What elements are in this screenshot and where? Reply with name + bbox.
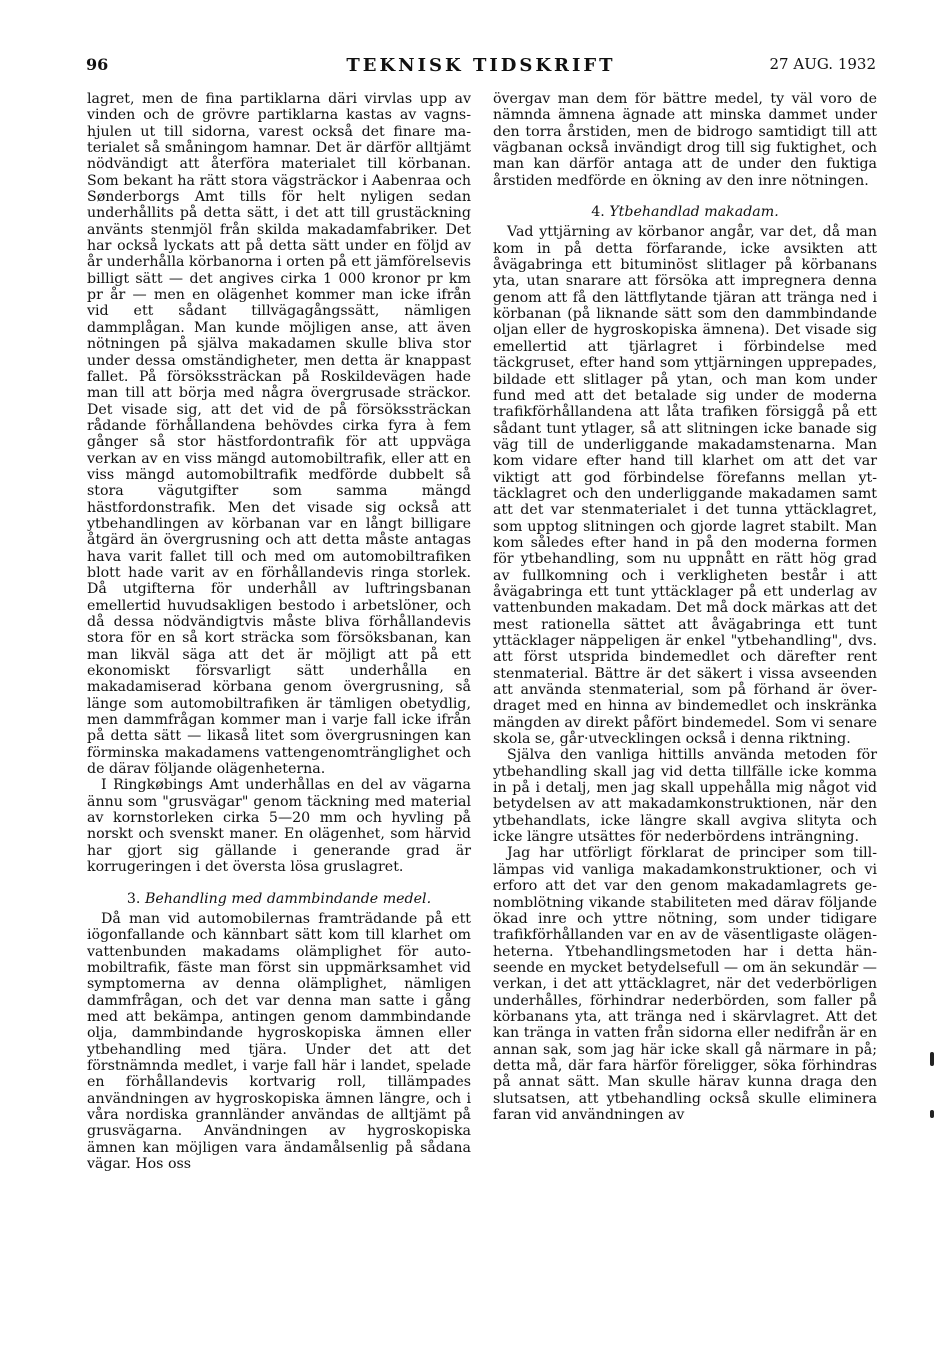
scan-edge-mark [930, 1110, 934, 1118]
paragraph: I Ringkøbings Amt underhållas en del av vägarna ännu som "grusvägar" genom täckning med material av kornstorleken cirka 5—20 mm och hyvling på norskt och svenskt maner. En olägenhet, som härvid har gjort sig gällande i generande grad är korrugeringen i det översta lösa gruslagret. [87, 777, 471, 876]
page-header [86, 55, 876, 81]
section-heading [493, 204, 877, 220]
paragraph: lagret, men de fina partiklarna däri virvlas upp av vinden och de grövre partiklarna kastas av vagnshjulen ut till sidorna, varest också det finare materialet så småningom hamnar. Det är därför alltjämt nödvändigt att återföra materialet till körbanan. Som bekant ha rätt stora vägsträckor i Aabenraa och Sønderborgs Amt tills för helt nyligen sedan underhållits på detta sätt, i det att till grustäckning använts stenmjöl från skilda makadamfabriker. Det har också lyckats att på detta sätt under en följd av år underhålla körbanorna i orten på ett jämförelsevis billigt sätt — det angives cirka 1 000 kronor pr km pr år — men en olägenhet kommer man icke ifrån vid ett sådant tillvägagångssätt, nämligen dammplågan. Man kunde möjligen anse, att även nötningen på själva makadamen skulle bliva stor under dessa omständigheter, men detta är knappast fallet. På försökssträckan på Roskildevägen hade man till att börja med några övergrusade sträckor. Det visade sig, att det vid de på försökssträckan rådande förhållandena behövdes cirka fyra à fem gånger så stor hästfordontrafik för att uppväga verkan av en viss mängd automobiltrafik, eller att en viss mängd automobiltrafik medförde dubbelt så stora vägutgifter som samma mängd hästfordonstrafik. Men det visade sig också att ytbehandlingen av körbanan var en långt billigare åtgärd än övergrusning och att detta måste antagas hava varit fallet till och med om automobiltrafiken blott hade varit av en förhållandevis ringa storlek. Då utgifterna för underhåll av luftringsbanan emellertid huvudsakligen bestodo i arbetslöner, och då dessa nödvändigtvis måste bliva förhållandevis stora för en så kort sträcka som försöksbanan, kan man likväl säga att det är möjligt att på ett ekonomiskt försvarligt sätt underhålla en makadamiserad körbana genom övergrusning, så länge som automobiltrafiken är tämligen obetydlig, men dammfrågan kommer man i varje fall icke ifrån på detta sätt — likaså litet som övergrusningen kan förminska makadamens vattengenomtränglighet och de därav följande olägenheterna. [87, 91, 471, 778]
section-title: Behandling med dammbindande medel. [144, 890, 432, 907]
section-number: 4. [591, 204, 605, 221]
journal-title: TEKNISK TIDSKRIFT [346, 55, 616, 76]
right-column [493, 91, 877, 1123]
issue-date: 27 AUG. 1932 [769, 55, 876, 73]
section-number: 3. [126, 890, 141, 907]
left-column [87, 91, 471, 1172]
section-title: Ytbehandlad makadam. [609, 204, 779, 221]
section-heading [87, 891, 471, 907]
paragraph: övergav man dem för bättre medel, ty väl voro de nämnda ämnena ägnade att minska dammet under den torra årstiden, men de bidrogo samtidigt till att vägbanan också invändigt drog till sig fuktighet, och man kan därför antaga att de under den fuktiga årstiden medförde en ökning av den inre nötningen. [493, 91, 877, 189]
scan-edge-mark [930, 1052, 934, 1066]
paragraph: Vad yttjärning av körbanor angår, var det, då man kom in på detta förfarande, icke avsikten att åvägabringa ett bituminöst slitlager på körbanans yta, utan snarare att försöka att impregnera denna genom att få den lättflytande tjäran att tränga ned i körbanan (på liknande sätt som den dammbindande oljan eller de hygroskopiska ämnena). Det visade sig emellertid att tjärlagret i förbindelse med täckgruset, efter hand som yttjärningen upprepades, bildade ett slitlager på ytan, och man kom under fund med att det betalade sig under de moderna trafikförhållandena att låta trafiken försiggå på ett sådant tunt ytlager, så att slitningen icke banade sig väg till de underliggande makadamstenarna. Man kom vidare efter hand till klarhet om att det var viktigt att god förbindelse förefanns mellan yttäcklagret och den underliggande makadamen samt att det var stenmaterialet i det tunna yttäcklagret, som upptog slitningen och gjorde lagret stabilt. Man kom således efter hand in på den moderna formen för ytbehandling, som nu uppnått en rätt hög grad av fullkomning och i verkligheten består i att åvägabringa ett tunt yttäcklager på ett underlag av vattenbunden makadam. Det må dock märkas att det mest rationella sättet att åvägabringa ett tunt yttäcklager näppeligen är enkel "ytbehandling", dvs. att först utsprida bindemedlet och därefter rent stenmaterial. Bättre är det säkert i vissa avseenden att använda stenmaterial, som på förhand är överdraget med en hinna av bindemedlet och inskränka mängden av direkt påfört bindemedel. Som vi senare skola se, går·utvecklingen också i denna riktning. [493, 224, 877, 748]
paragraph: Då man vid automobilernas framträdande på ett iögonfallande och kännbart sätt kom till klarhet om vattenbunden makadams olämplighet för automobiltrafik, fäste man först sin uppmärksamhet vid symptomerna av denna olämplighet, nämligen dammfrågan, och det var denna man satte i gång med att bekämpa, antingen genom dammbindande olja, dammbindande hygroskopiska ämnen eller ytbehandling med tjära. Under det att det förstnämnda medlet, i varje fall här i landet, spelade en förhållandevis kortvarig roll, tillämpades användningen av hygroskopiska ämnen längre, och i våra nordiska grannländer användas de alltjämt på grusvägarna. Användningen av hygroskopiska ämnen kan möjligen vara ändamålsenlig på sådana vägar. Hos oss [87, 910, 471, 1172]
page-number: 96 [86, 55, 109, 74]
paragraph: Själva den vanliga hittills använda metoden för ytbehandling skall jag vid detta tillfälle icke komma in på i detalj, men jag skall uppehålla mig något vid betydelsen av att makadamkonstruktionen, när den ytbehandlats, icke längre skall avgiva slityta och icke längre utsättes för nederbördens inträngning. [493, 747, 877, 846]
paragraph: Jag har utförligt förklarat de principer som tilllämpas vid vanliga makadamkonstruktioner, och vi erforo att det var den genom makadamlagrets genomblötning vikande stabiliteten med därav följande ökad inre och yttre nötning, som under tidigare trafikförhållanden var en av de väsentligaste olägenheterna. Ytbehandlingsmetoden har i detta hänseende en mycket betydelsefull — om än sekundär — verkan, i det att yttäcklagret, när det vederbörligen underhålles, förhindrar nederbörden, som faller på körbanans yta, att tränga ned i skärvlagret. Att det kan tränga in vatten från sidorna eller nedifrån är en annan sak, som jag här icke skall gå närmare in på; detta må, där fara härför föreligger, söka förhindras på annat sätt. Man skulle härav kunna draga den slutsatsen, att ytbehandling också skulle eliminera faran vid användningen av [493, 845, 877, 1123]
